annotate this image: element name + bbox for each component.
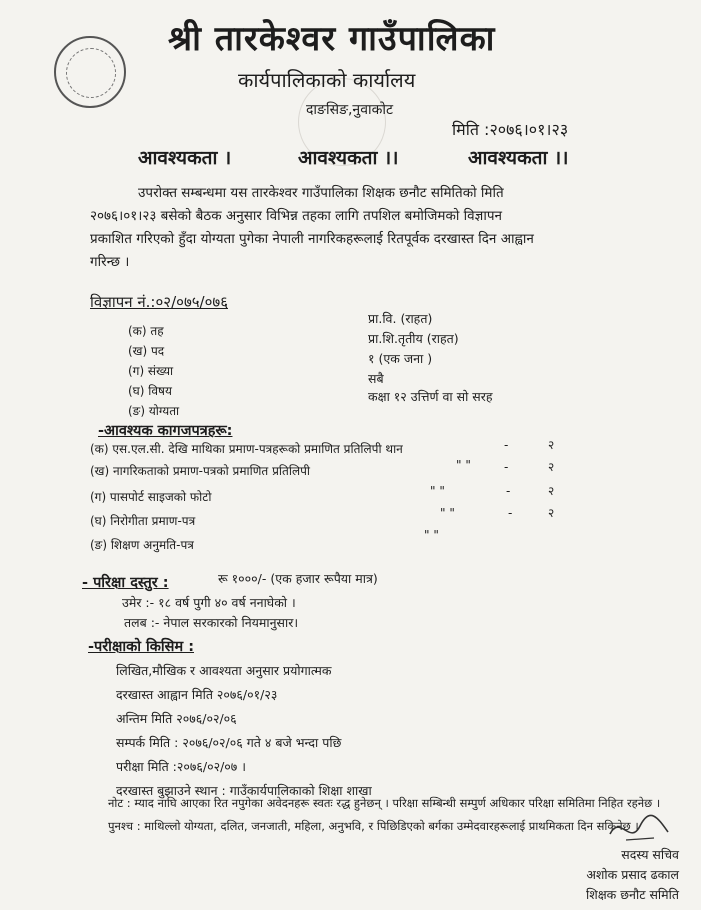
fee-amount: रू १०००/- (एक हजार रूपैया मात्र): [218, 571, 378, 586]
need-heading-3: आवश्यकता ।।: [468, 147, 569, 169]
apply-date: दरखास्त आह्वान मिति २०७६/०१/२३: [116, 687, 278, 702]
spec-label: (ङ) योग्यता: [128, 404, 180, 418]
spec-label: (क) तह: [128, 324, 164, 338]
municipality-emblem: [54, 36, 126, 108]
document-dash: -: [508, 506, 513, 520]
age-limit: उमेर :- १८ वर्ष पुगी ४० वर्ष ननाघेको ।: [122, 595, 296, 610]
contact-date: सम्पर्क मिति : २०७६/०२/०६ गते ४ बजे भन्दा पछि: [116, 735, 342, 750]
fee-heading: - परिक्षा दस्तुर :: [82, 575, 169, 591]
document-item: (ख) नागरिकताको प्रमाण-पत्रको प्रमाणित प्रतिलिपी: [90, 464, 311, 478]
spec-label: (ख) पद: [128, 344, 165, 358]
advert-number: विज्ञापन नं.:०२/०७५/०७६: [90, 293, 228, 311]
document-qty: २: [548, 438, 555, 452]
signatory-name: अशोक प्रसाद ढकाल: [586, 867, 679, 882]
document-dash: -: [504, 460, 509, 474]
document-qty: २: [548, 484, 555, 498]
intro-line: २०७६।०१।२३ बसेको बैठक अनुसार विभिन्न तहका लागि तपशिल बमोजिमको विज्ञापन: [90, 208, 502, 224]
document-ditto: " ": [440, 506, 455, 520]
spec-label: (ग) संख्या: [128, 364, 174, 378]
intro-line: उपरोक्त सम्बन्धमा यस तारकेश्वर गाउँपालिका शिक्षक छनौट समितिको मिति: [138, 185, 504, 201]
notice-date: मिति :२०७६।०१।२३: [452, 120, 569, 139]
intro-line: प्रकाशित गरिएको हुँदा योग्यता पुगेका नेपाली नागरिकहरूलाई रितपूर्वक दरखास्त दिन आह्वान: [90, 231, 534, 247]
document-item: (घ) निरोगीता प्रमाण-पत्र: [90, 514, 196, 528]
office-name: कार्यपालिकाको कार्यालय: [238, 68, 416, 92]
signature-scribble: [606, 808, 672, 848]
spec-value: प्रा.वि. (राहत): [368, 311, 433, 326]
signatory-role: सदस्य सचिव: [621, 847, 679, 862]
document-qty: २: [548, 506, 555, 520]
document-ditto: " ": [456, 458, 471, 472]
document-ditto: " ": [430, 484, 445, 498]
office-address: दाङसिङ,नुवाकोट: [306, 102, 394, 118]
document-dash: -: [504, 438, 509, 452]
exam-type: लिखित,मौखिक र आवश्यता अनुसार प्रयोगात्मक: [116, 663, 332, 678]
spec-value: कक्षा १२ उत्तिर्ण वा सो सरह: [368, 389, 493, 404]
document-qty: २: [548, 460, 555, 474]
last-date: अन्तिम मिति २०७६/०२/०६: [116, 711, 237, 726]
salary-note: तलब :- नेपाल सरकारको नियमानुसार।: [124, 615, 299, 630]
need-heading-2: आवश्यकता ।।: [298, 147, 399, 169]
document-dash: -: [506, 484, 511, 498]
postscript-text: पुनश्च : माथिल्लो योग्यता, दलित, जनजाती, महिला, अनुभवि, र पिछिडिएको बर्गका उम्मेदवारहरूलाई प्राथमिकता दिन सकिनेछ ।: [108, 819, 639, 833]
spec-value: १ (एक जना ): [368, 351, 433, 366]
spec-value: प्रा.शि.तृतीय (राहत): [368, 331, 459, 346]
exam-date: परीक्षा मिति :२०७६/०२/०७ ।: [116, 759, 247, 774]
submission-place: दरखास्त बुझाउने स्थान : गाउँकार्यपालिकाको शिक्षा शाखा: [116, 783, 372, 798]
spec-label: (घ) विषय: [128, 384, 172, 398]
intro-line: गरिन्छ ।: [90, 254, 130, 270]
note-text: नोट : म्याद नाघि आएका रित नपुगेका अवेदनहरू स्वतः रद्ध हुनेछन् । परिक्षा सम्बिन्धी सम्पुर्ण अधिकार परिक्षा समितिमा निहित रहनेछ ।: [108, 796, 661, 810]
document-item: (ग) पासपोर्ट साइजको फोटो: [90, 490, 212, 504]
exam-heading: -परीक्षाको किसिम :: [88, 639, 194, 655]
intro-paragraph: [90, 182, 680, 274]
documents-heading: -आवश्यक कागजपत्रहरू:: [98, 423, 233, 439]
signatory-committee: शिक्षक छनौट समिति: [585, 887, 679, 902]
spec-value: सबै: [368, 371, 384, 386]
need-heading-1: आवश्यकता ।: [138, 147, 232, 169]
document-item: (ङ) शिक्षण अनुमति-पत्र: [90, 538, 194, 552]
document-item: (क) एस.एल.सी. देखि माथिका प्रमाण-पत्रहरूको प्रमाणित प्रतिलिपी थान: [90, 442, 403, 456]
municipality-title: श्री तारकेश्वर गाउँपालिका: [168, 19, 496, 59]
document-ditto: " ": [424, 528, 439, 542]
